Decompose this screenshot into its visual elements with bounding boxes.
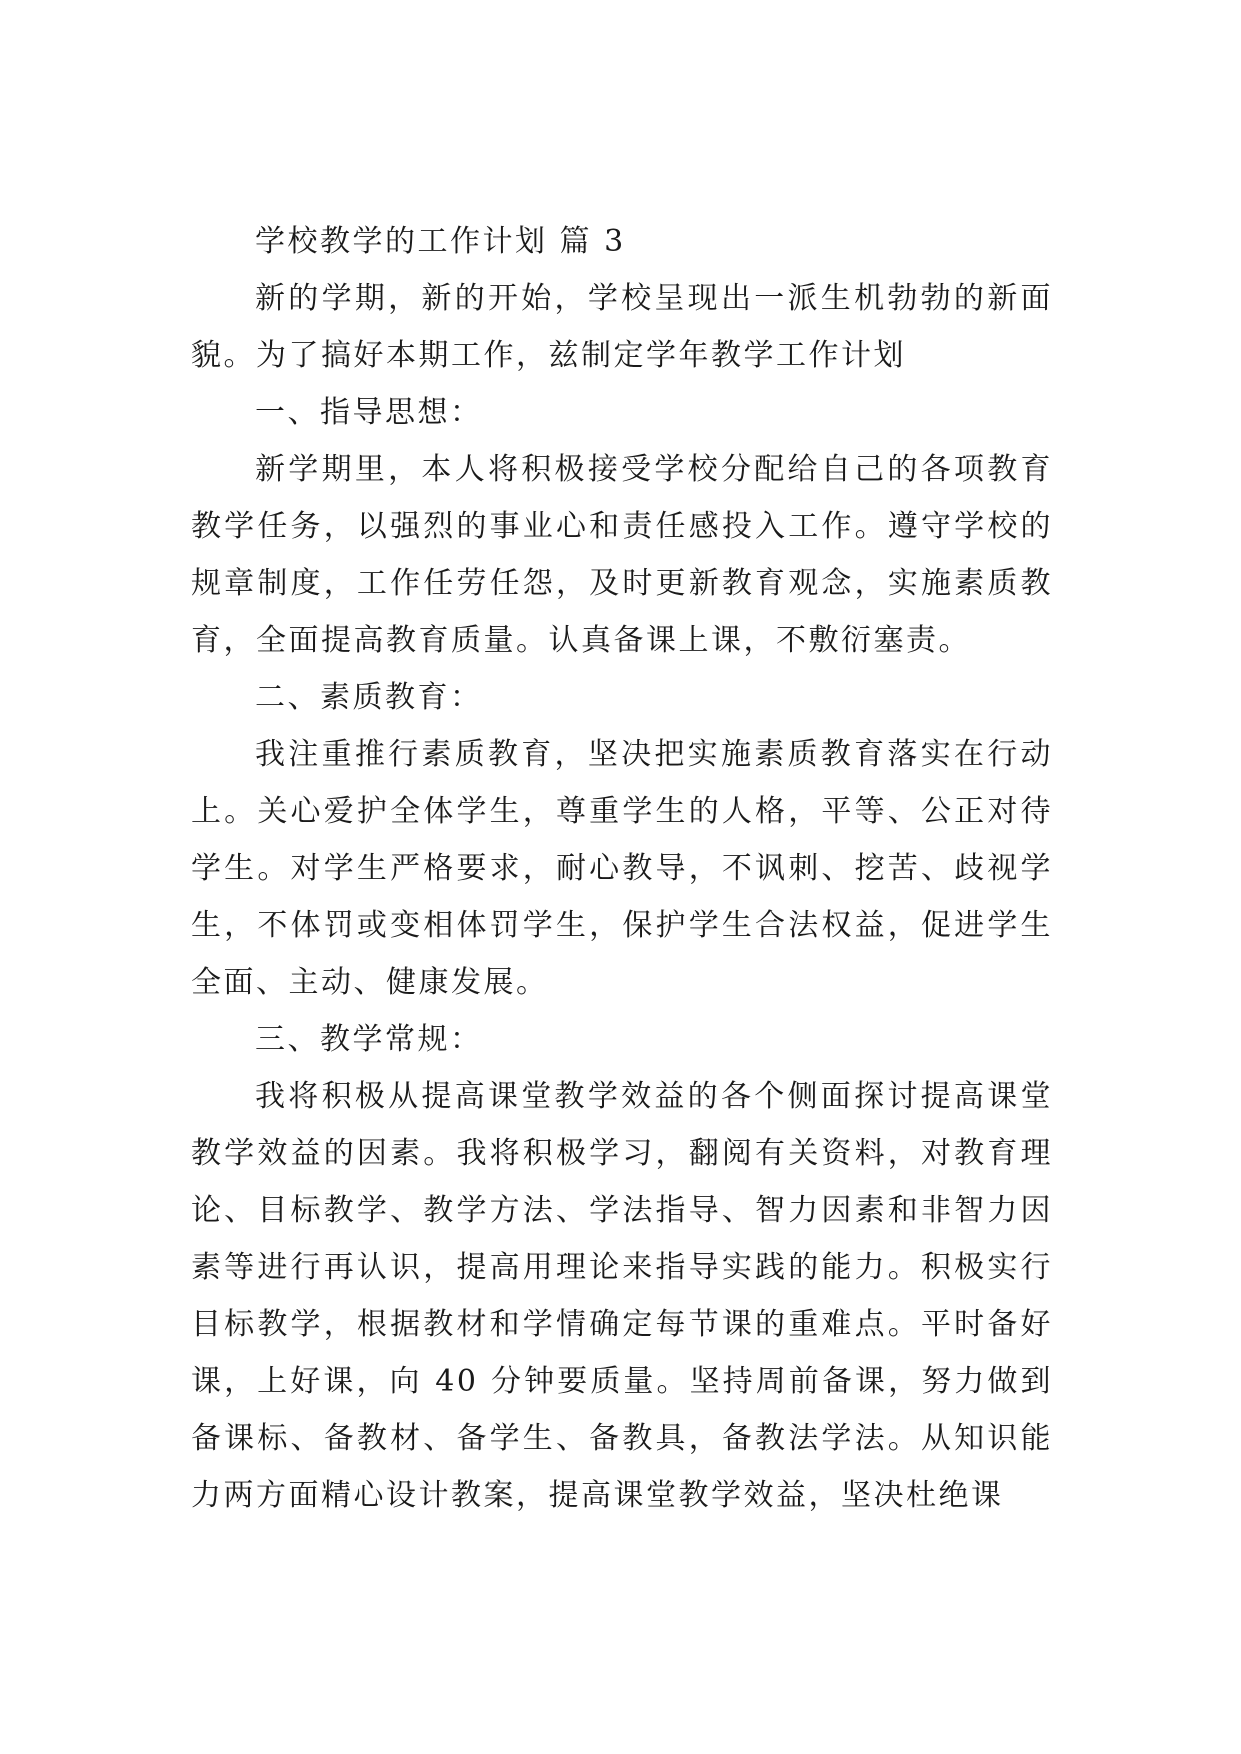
intro-paragraph: 新的学期，新的开始，学校呈现出一派生机勃勃的新面貌。为了搞好本期工作，兹制定学年教学工作计划 [191, 281, 1053, 373]
section-heading-teaching-routine: 三、教学常规： [255, 1022, 483, 1057]
section-heading-quality-education: 二、素质教育： [255, 680, 483, 715]
guiding-thought-paragraph: 新学期里，本人将积极接受学校分配给自己的各项教育教学任务，以强烈的事业心和责任感投入工作。遵守学校的规章制度，工作任劳任怨，及时更新教育观念，实施素质教育，全面提高教育质量。认真备课上课，不敷衍塞责。 [191, 452, 1053, 658]
document-title: 学校教学的工作计划 篇 3 [255, 224, 626, 259]
teaching-routine-paragraph: 我将积极从提高课堂教学效益的各个侧面探讨提高课堂教学效益的因素。我将积极学习，翻阅有关资料，对教育理论、目标教学、教学方法、学法指导、智力因素和非智力因素等进行再认识，提高用理论来指导实践的能力。积极实行目标教学，根据教材和学情确定每节课的重难点。平时备好课，上好课，向 40 分钟要质量。坚持周前备课，努力做到备课标、备教材、备学生、备教具，备教法学法。从知识能力两方面精心设计教案，提高课堂教学效益，坚决杜绝课 [191, 1079, 1053, 1513]
document-body [191, 213, 1053, 1524]
section-heading-guiding-thought: 一、指导思想： [255, 395, 483, 430]
quality-education-paragraph: 我注重推行素质教育，坚决把实施素质教育落实在行动上。关心爱护全体学生，尊重学生的人格，平等、公正对待学生。对学生严格要求，耐心教导，不讽刺、挖苦、歧视学生，不体罚或变相体罚学生，保护学生合法权益，促进学生全面、主动、健康发展。 [191, 737, 1053, 1000]
